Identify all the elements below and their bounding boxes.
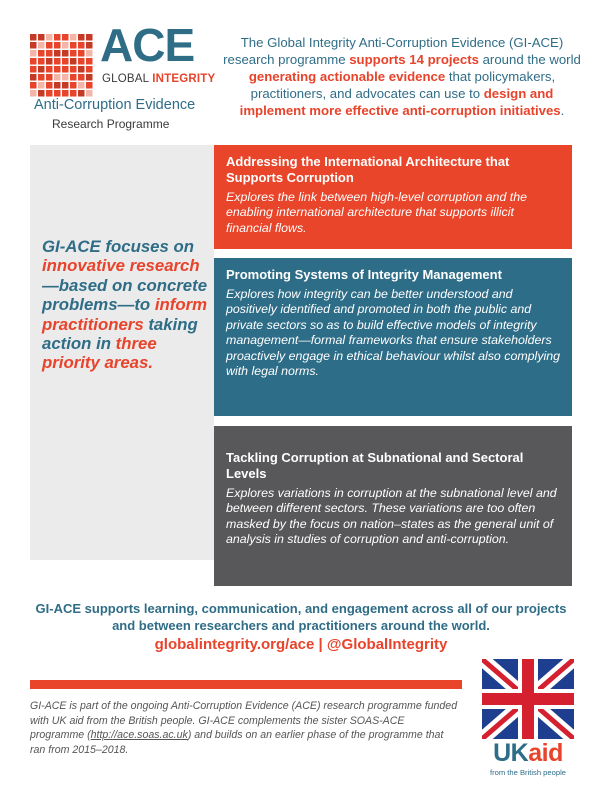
logo-global-integrity: GLOBAL INTEGRITY: [102, 73, 216, 85]
priority-description: Explores variations in corruption at the subnational level and between different sectors. These variations are too often masked by the focus on nation–states as the general unit of analysis in studies of corruption and anti-corruption.: [226, 486, 557, 547]
intro-paragraph: The Global Integrity Anti-Corruption Evidence (GI-ACE) research programme supports 14 projects around the world generating actionable evidence that policymakers, practitioners, and advocates can use to design and implement more effective anti-corruption initiatives.: [223, 35, 581, 118]
divider-bar: [30, 680, 462, 689]
priority-box-integrity: [214, 258, 572, 416]
focus-statement: GI-ACE focuses on innovative research—based on concrete problems—to inform practitioners taking action in three priority areas.: [42, 237, 208, 373]
soas-ace-link[interactable]: http://ace.soas.ac.uk: [90, 729, 188, 742]
priority-description: Explores how integrity can be better understood and positively identified and promoted in both the public and private sectors so as to build effective models of integrity management—formal frameworks that ensure stakeholders proactively engage in ethical behaviour whilst also complying with legal norms.: [226, 287, 561, 379]
logo-subtitle-2: Research Programme: [52, 117, 170, 131]
twitter-handle-link[interactable]: @GlobalIntegrity: [326, 636, 448, 653]
ukaid-wordmark: UKaid: [493, 739, 563, 767]
ukaid-tagline: from the British people: [490, 768, 566, 777]
union-jack-icon: [482, 659, 574, 739]
priority-box-subnational: [214, 426, 572, 586]
ace-logo-grid-icon: [30, 34, 94, 98]
priority-title: Tackling Corruption at Subnational and Sectoral Levels: [226, 450, 524, 481]
logo-subtitle: Anti-Corruption Evidence: [34, 97, 196, 113]
priority-description: Explores the link between high-level corruption and the enabling international architecture that supports illicit financial flows.: [226, 190, 527, 235]
website-link[interactable]: globalintegrity.org/ace: [154, 636, 315, 653]
support-statement: GI-ACE supports learning, communication, and engagement across all of our projects and between researchers and practitioners around the world.: [35, 601, 567, 633]
priority-title: Promoting Systems of Integrity Management: [226, 267, 502, 282]
logo-acronym: ACE: [100, 19, 195, 71]
footer-note: GI-ACE is part of the ongoing Anti-Corruption Evidence (ACE) research programme funded with UK aid from the British people. GI-ACE complements the sister SOAS-ACE programme (http://ace.soas.ac.uk) and builds on an earlier phase of the programme that ran from 2015–2018.: [30, 700, 458, 756]
priority-box-architecture: [214, 145, 572, 249]
priority-title: Addressing the International Architecture that Supports Corruption: [226, 154, 510, 185]
contact-links: globalintegrity.org/ace | @GlobalIntegrity: [154, 636, 448, 653]
